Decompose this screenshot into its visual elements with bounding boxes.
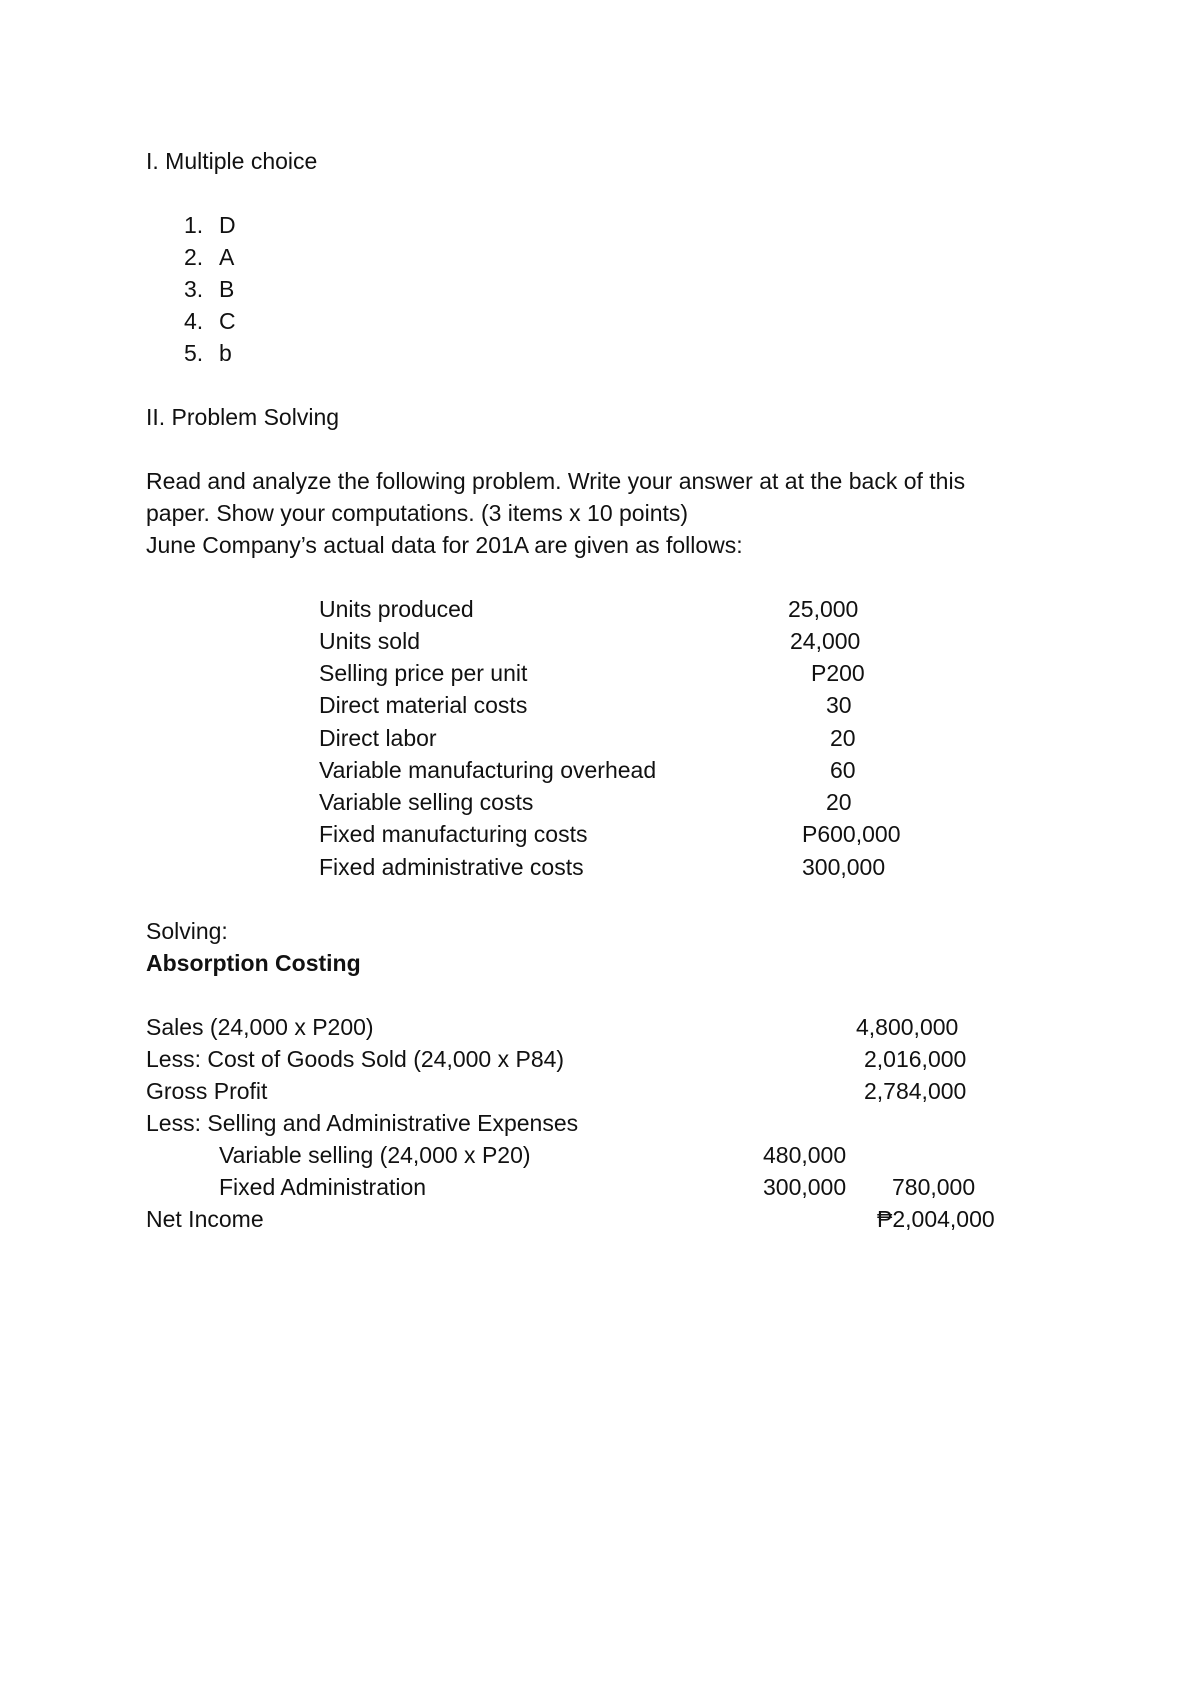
- answer-letter: b: [219, 340, 232, 366]
- instruction-line: Read and analyze the following problem. Write your answer at at the back of this: [146, 468, 966, 494]
- data-value: P200: [811, 660, 865, 686]
- cogs-value: 2,016,000: [864, 1046, 967, 1072]
- data-value: 60: [830, 757, 856, 783]
- data-label: Units sold: [319, 628, 420, 654]
- gross-profit-value: 2,784,000: [864, 1078, 967, 1104]
- selling-admin-total: 780,000: [892, 1174, 976, 1200]
- answer-letter: D: [219, 212, 236, 238]
- instruction-line: paper. Show your computations. (3 items x 10 points): [146, 500, 689, 526]
- data-label: Fixed manufacturing costs: [319, 821, 588, 847]
- gross-profit-label: Gross Profit: [146, 1078, 268, 1104]
- absorption-costing-title: Absorption Costing: [146, 950, 361, 976]
- answer-number: 2.: [184, 244, 204, 270]
- section-2-heading: II. Problem Solving: [146, 404, 340, 430]
- variable-selling-label: Variable selling (24,000 x P20): [219, 1142, 531, 1168]
- data-value: P600,000: [802, 821, 901, 847]
- answer-number: 5.: [184, 340, 204, 366]
- data-label: Selling price per unit: [319, 660, 528, 686]
- answer-letter: A: [219, 244, 235, 270]
- sales-label: Sales (24,000 x P200): [146, 1014, 374, 1040]
- data-value: 30: [826, 692, 852, 718]
- variable-selling-value: 480,000: [763, 1142, 847, 1168]
- cogs-label: Less: Cost of Goods Sold (24,000 x P84): [146, 1046, 565, 1072]
- net-income-label: Net Income: [146, 1206, 264, 1232]
- data-label: Direct material costs: [319, 692, 528, 718]
- instruction-line: June Company’s actual data for 201A are given as follows:: [146, 532, 743, 558]
- data-value: 25,000: [788, 596, 859, 622]
- section-1-heading: I. Multiple choice: [146, 148, 318, 174]
- data-value: 24,000: [790, 628, 861, 654]
- data-label: Variable manufacturing overhead: [319, 757, 657, 783]
- data-label: Units produced: [319, 596, 474, 622]
- data-value: 20: [826, 789, 852, 815]
- answer-letter: B: [219, 276, 235, 302]
- fixed-administration-label: Fixed Administration: [219, 1174, 427, 1200]
- selling-admin-expenses-label: Less: Selling and Administrative Expenses: [146, 1110, 579, 1136]
- answer-number: 1.: [184, 212, 204, 238]
- answer-number: 4.: [184, 308, 204, 334]
- data-label: Fixed administrative costs: [319, 854, 584, 880]
- data-value: 20: [830, 725, 856, 751]
- answer-letter: C: [219, 308, 236, 334]
- sales-value: 4,800,000: [856, 1014, 959, 1040]
- fixed-administration-value: 300,000: [763, 1174, 847, 1200]
- data-label: Direct labor: [319, 725, 437, 751]
- data-label: Variable selling costs: [319, 789, 534, 815]
- net-income-value: ₱2,004,000: [877, 1206, 995, 1232]
- data-value: 300,000: [802, 854, 886, 880]
- answer-number: 3.: [184, 276, 204, 302]
- solving-label: Solving:: [146, 918, 228, 944]
